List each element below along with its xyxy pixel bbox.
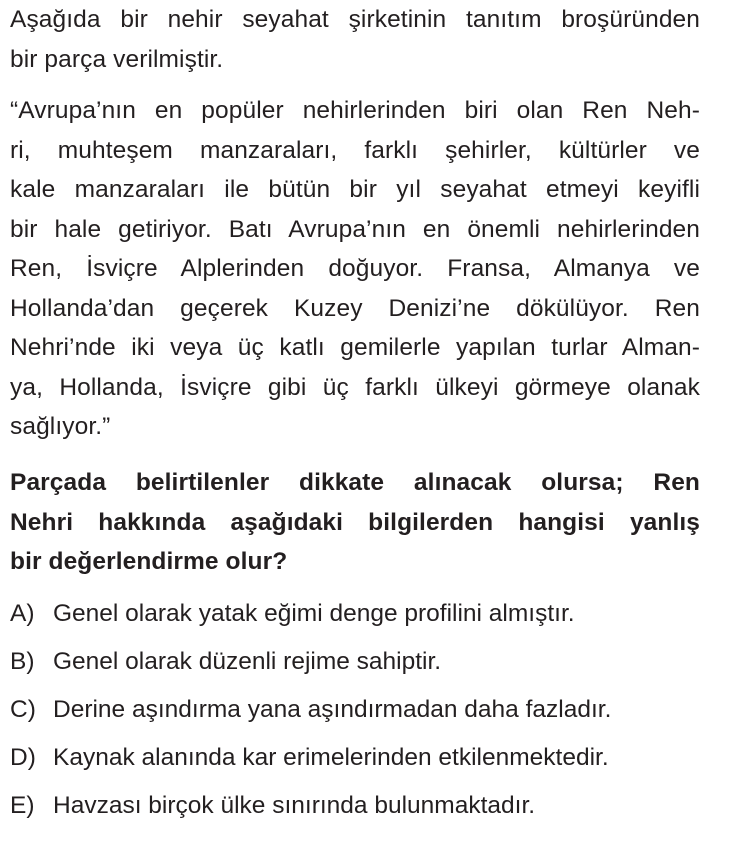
passage-line: kale manzaraları ile bütün bir yıl seyahat etmeyi keyifli: [10, 176, 700, 203]
option-text: Genel olarak düzenli rejime sahiptir.: [53, 648, 442, 675]
option-letter: C): [10, 696, 36, 723]
question-line: Parçada belirtilenler dikkate alınacak olursa; Ren: [10, 469, 700, 496]
answer-options: [10, 590, 700, 830]
option-d[interactable]: [10, 734, 700, 782]
question-stem: [10, 463, 700, 582]
passage-line: Nehri’nde iki veya üç katlı gemilerle yapılan turlar Alman-: [10, 334, 700, 361]
option-c[interactable]: [10, 686, 700, 734]
passage-line: Ren, İsviçre Alplerinden doğuyor. Fransa, Almanya ve: [10, 255, 700, 282]
option-letter: B): [10, 648, 35, 675]
option-text: Genel olarak yatak eğimi denge profilini almıştır.: [53, 600, 575, 627]
option-letter: E): [10, 792, 35, 819]
option-text: Derine aşındırma yana aşındırmadan daha fazladır.: [53, 696, 612, 723]
question-line: Nehri hakkında aşağıdaki bilgilerden hangisi yanlış: [10, 508, 700, 536]
intro-text: [10, 0, 700, 79]
question-line: bir değerlendirme olur?: [10, 548, 288, 575]
option-a[interactable]: [10, 590, 700, 638]
passage-line: Hollanda’dan geçerek Kuzey Denizi’ne dökülüyor. Ren: [10, 294, 700, 322]
option-text: Havzası birçok ülke sınırında bulunmaktadır.: [53, 792, 536, 819]
passage-line: sağlıyor.”: [10, 413, 111, 440]
passage-line: ya, Hollanda, İsviçre gibi üç farklı ülkeyi görmeye olanak: [10, 373, 700, 401]
option-e[interactable]: [10, 782, 700, 830]
option-b[interactable]: [10, 638, 700, 686]
intro-line: bir parça verilmiştir.: [10, 45, 224, 73]
passage-line: bir hale getiriyor. Batı Avrupa’nın en önemli nehirlerinden: [10, 215, 700, 243]
intro-line: Aşağıda bir nehir seyahat şirketinin tanıtım broşüründen: [10, 6, 700, 33]
option-text: Kaynak alanında kar erimelerinden etkilenmektedir.: [53, 744, 609, 771]
option-letter: D): [10, 744, 36, 771]
passage-line: ri, muhteşem manzaraları, farklı şehirler, kültürler ve: [10, 136, 700, 164]
passage-line: “Avrupa’nın en popüler nehirlerinden biri olan Ren Neh-: [10, 97, 700, 124]
option-letter: A): [10, 600, 35, 627]
brochure-passage: [10, 91, 700, 447]
